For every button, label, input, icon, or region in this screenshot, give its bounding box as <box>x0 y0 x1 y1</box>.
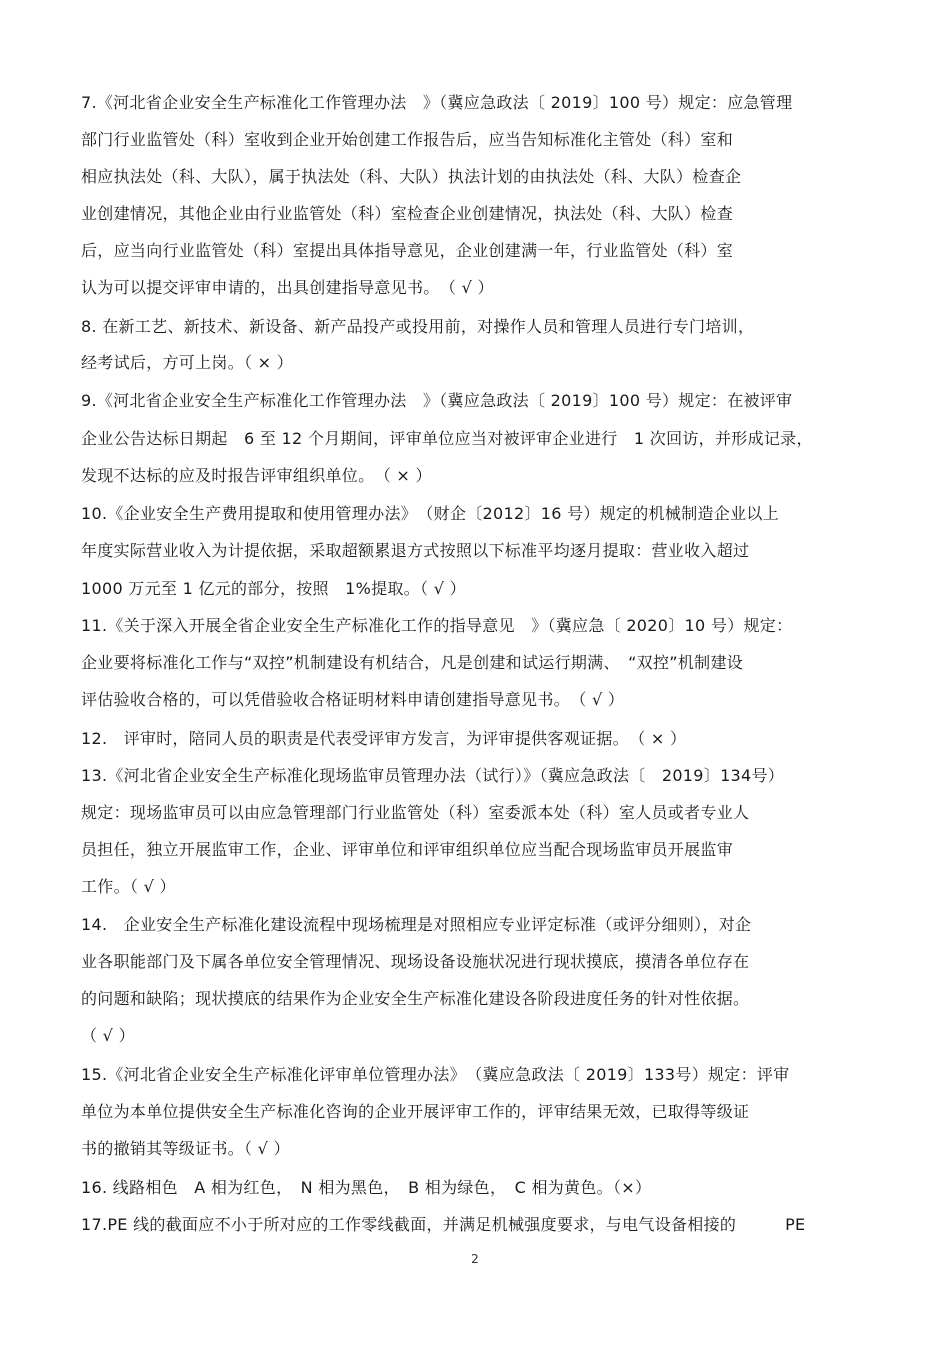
text-line: 12. 评审时，陪同人员的职责是代表受评审方发言，为评审提供客观证据。 （ × ） <box>81 729 687 748</box>
text-line: 业各职能部门及下属各单位安全管理情况、现场设备设施状况进行现状摸底，摸清各单位存在 <box>81 952 750 971</box>
text-line: 9.《河北省企业安全生产标准化工作管理办法 》（冀应急政法〔 2019〕100 号）规定：在被评审 <box>81 391 793 410</box>
text-line: 评估验收合格的，可以凭借验收合格证明材料申请创建指导意见书。 （ √ ） <box>81 690 625 709</box>
text-line: 16. 线路相色 A 相为红色， N 相为黑色， B 相为绿色， C 相为黄色。（×） <box>81 1178 652 1197</box>
text-line: 工作。（ √ ） <box>81 877 176 896</box>
text-line: 10.《企业安全生产费用提取和使用管理办法》 （财企〔2012〕16 号）规定的机械制造企业以上 <box>81 504 780 523</box>
text-line: 11.《关于深入开展全省企业安全生产标准化工作的指导意见 》（冀应急〔 2020〕10 号）规定： <box>81 616 793 635</box>
text-line: 经考试后，方可上岗。（ × ） <box>81 353 294 372</box>
text-line: 单位为本单位提供安全生产标准化咨询的企业开展评审工作的，评审结果无效，已取得等级证 <box>81 1102 750 1121</box>
text-line: 13.《河北省企业安全生产标准化现场监审员管理办法（试行）》（冀应急政法〔 2019〕134号） <box>81 766 785 785</box>
text-line: 企业要将标准化工作与“双控”机制建设有机结合，凡是创建和试运行期满、 “双控”机制建设 <box>81 653 744 672</box>
text-line: 17.PE 线的截面应不小于所对应的工作零线截面，并满足机械强度要求，与电气设备相接的 PE <box>81 1215 806 1234</box>
text-line: 的问题和缺陷；现状摸底的结果作为企业安全生产标准化建设各阶段进度任务的针对性依据。 <box>81 989 750 1008</box>
page-number: 2 <box>471 1252 479 1266</box>
text-line: 书的撤销其等级证书。（ √ ） <box>81 1139 290 1158</box>
text-line: 年度实际营业收入为计提依据，采取超额累退方式按照以下标准平均逐月提取：营业收入超过 <box>81 541 750 560</box>
text-line: 规定：现场监审员可以由应急管理部门行业监管处（科）室委派本处（科）室人员或者专业人 <box>81 803 750 822</box>
text-line: 1000 万元至 1 亿元的部分，按照 1%提取。（ √ ） <box>81 579 466 598</box>
text-line: 14. 企业安全生产标准化建设流程中现场梳理是对照相应专业评定标准（或评分细则），对企 <box>81 915 752 934</box>
text-line: 企业公告达标日期起 6 至 12 个月期间，评审单位应当对被评审企业进行 1 次回访，并形成记录， <box>81 429 813 448</box>
text-line: 部门行业监管处（科）室收到企业开始创建工作报告后，应当告知标准化主管处（科）室和 <box>81 130 734 149</box>
text-line: 15.《河北省企业安全生产标准化评审单位管理办法》 （冀应急政法〔 2019〕133号）规定：评审 <box>81 1065 790 1084</box>
text-line: 8. 在新工艺、新技术、新设备、新产品投产或投用前，对操作人员和管理人员进行专门培训， <box>81 317 755 336</box>
text-line: 业创建情况，其他企业由行业监管处（科）室检查企业创建情况，执法处（科、大队）检查 <box>81 204 734 223</box>
text-line: 认为可以提交评审申请的，出具创建指导意见书。 （ √ ） <box>81 278 494 297</box>
text-line: （ √ ） <box>81 1026 135 1045</box>
text-line: 后，应当向行业监管处（科）室提出具体指导意见，企业创建满一年，行业监管处（科）室 <box>81 241 734 260</box>
text-line: 员担任，独立开展监审工作，企业、评审单位和评审组织单位应当配合现场监审员开展监审 <box>81 840 734 859</box>
text-line: 7.《河北省企业安全生产标准化工作管理办法 》（冀应急政法〔 2019〕100 号）规定：应急管理 <box>81 93 793 112</box>
text-line: 发现不达标的应及时报告评审组织单位。 （ × ） <box>81 466 432 485</box>
text-line: 相应执法处（科、大队），属于执法处（科、大队）执法计划的由执法处（科、大队）检查企 <box>81 167 742 186</box>
